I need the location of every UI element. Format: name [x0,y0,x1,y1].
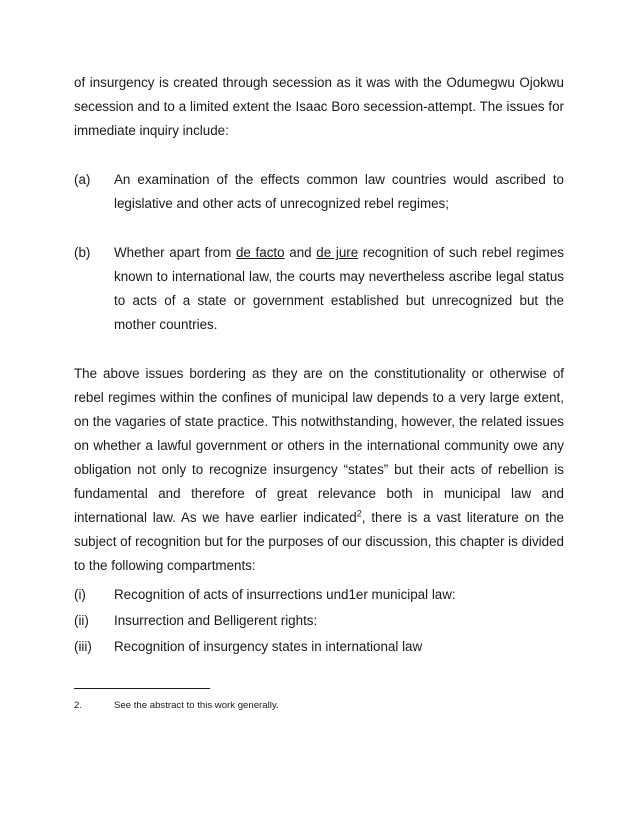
issue-text-mid: and [284,245,317,260]
paragraph-main [74,362,564,578]
issue-text [114,241,564,337]
compartment-marker: (ii) [74,613,89,628]
compartment-item-i [74,582,564,608]
footnote-text: See the abstract to this work generally. [114,700,279,711]
paragraph-main-start: The above issues bordering as they are on the constitutionality or otherwise of rebel regimes within the confines of municipal law depends to a very large extent, on the vagaries of state practice. This notwithstanding, however, the related issues on whether a lawful government or others in the international community owe any obligation not only to recognize insurgency “states” but their acts of rebellion is fundamental and therefore of great relevance both in municipal law and international law. As we have earlier indicated [74,366,564,525]
compartment-item-iii [74,634,564,660]
issue-item-b [74,241,564,337]
compartment-text: Insurrection and Belligerent rights: [114,613,318,628]
term-de-facto: de facto [235,245,285,260]
paragraph-intro: of insurgency is created through secession as it was with the Odumegwu Ojokwu secession and to a limited extent the Isaac Boro secession-attempt. The issues for immediate inquiry include: [74,75,564,138]
paragraph-main-end: , there is a vast literature on the subject of recognition but for the purposes of our discussion, this chapter is divided to the following compartments: [74,510,564,573]
compartment-marker: (i) [74,587,86,602]
issue-text-end: recognition of such rebel regimes known to international law, the courts may nevertheless ascribe legal status to acts of a state or government established but unrecognized but the mother countries. [114,245,564,332]
footnote-marker: 2. [74,700,83,711]
issue-item-a [74,168,564,216]
compartment-marker: (iii) [74,639,92,654]
footnote-reference: 2 [356,508,362,519]
footnote-separator [74,688,210,689]
issue-marker: (b) [74,245,91,260]
issue-text-start: Whether apart from [114,245,236,260]
term-de-jure: de jure [316,245,359,260]
compartment-item-ii [74,608,564,634]
compartment-text: Recognition of acts of insurrections und1er municipal law: [114,587,456,602]
compartment-text: Recognition of insurgency states in international law [114,639,423,654]
footnote [74,699,564,713]
issue-text: An examination of the effects common law countries would ascribed to legislative and other acts of unrecognized rebel regimes; [114,172,564,211]
issue-marker: (a) [74,172,91,187]
